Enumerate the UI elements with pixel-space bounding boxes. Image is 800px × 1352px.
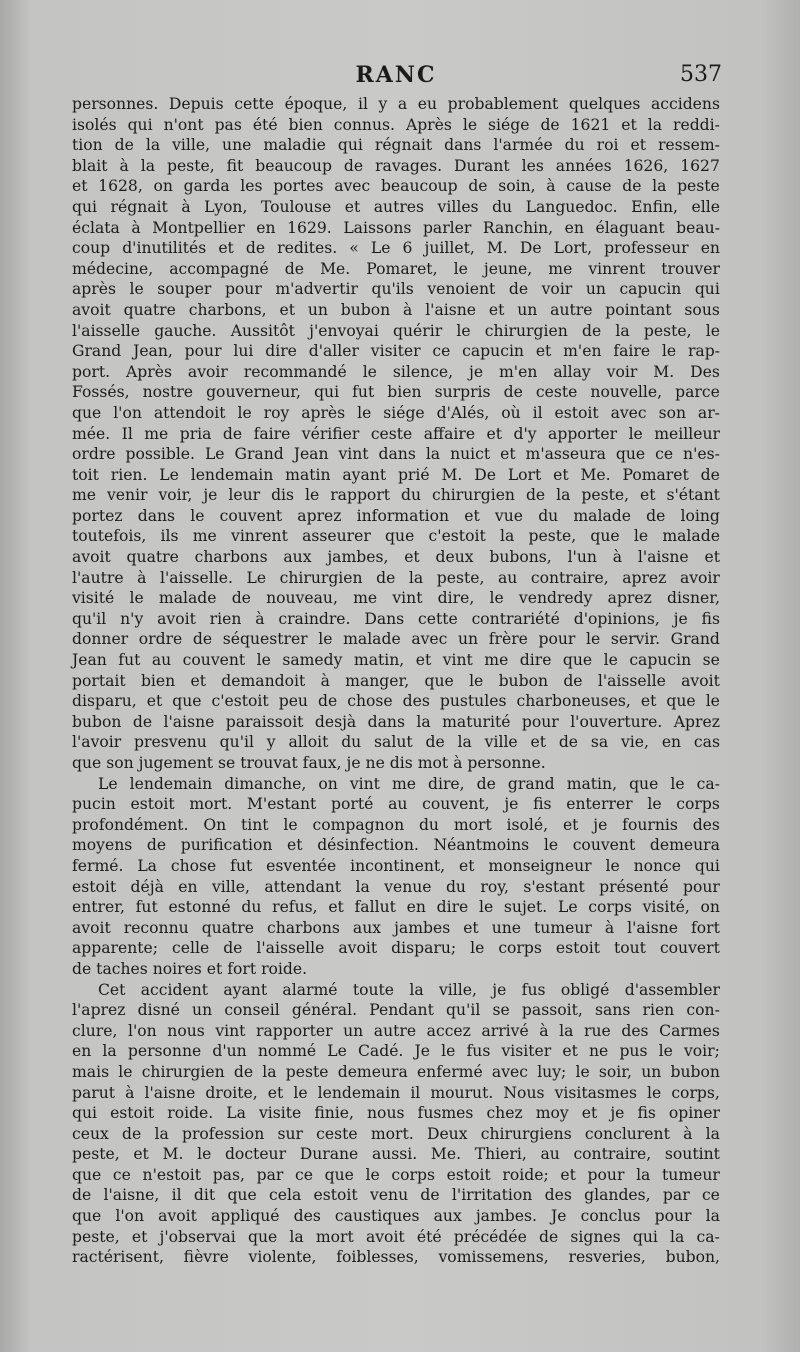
text-line: qui estoit roide. La visite finie, nous fusmes chez moy et je fis opiner — [72, 1104, 720, 1123]
text-line: portait bien et demandoit à manger, que le bubon de l'aisselle avoit — [72, 671, 720, 690]
text-line: coup d'inutilités et de redites. « Le 6 juillet, M. De Lort, professeur en — [72, 239, 720, 258]
text-line: avoit reconnu quatre charbons aux jambes et une tumeur à l'aisne fort — [72, 918, 720, 937]
text-line: entrer, fut estonné du refus, et fallut en dire le sujet. Le corps visité, on — [72, 898, 720, 917]
text-line: mée. Il me pria de faire vérifier ceste affaire et d'y apporter le meilleur — [72, 424, 720, 443]
text-line: l'avoir presvenu qu'il y alloit du salut de la ville et de sa vie, en cas — [72, 733, 720, 752]
text-line: éclata à Montpellier en 1629. Laissons parler Ranchin, en élaguant beau- — [72, 218, 720, 237]
text-line: portez dans le couvent aprez information et vue du malade de loing — [72, 506, 720, 525]
text-line: moyens de purification et désinfection. Néantmoins le couvent demeura — [72, 836, 720, 855]
text-line: mais le chirurgien de la peste demeura enfermé avec luy; le soir, un bubon — [72, 1062, 720, 1081]
text-line: apparente; celle de l'aisselle avoit disparu; le corps estoit tout couvert — [72, 939, 720, 958]
text-line: après le souper pour m'advertir qu'ils venoient de voir un capucin qui — [72, 280, 720, 299]
text-line: port. Après avoir recommandé le silence, je m'en allay voir M. Des — [72, 362, 720, 381]
text-line: en la personne d'un nommé Le Cadé. Je le fus visiter et ne pus le voir; — [72, 1042, 720, 1061]
text-line: tion de la ville, une maladie qui régnait dans l'armée du roi et ressem- — [72, 136, 720, 155]
text-line: de taches noires et fort roide. — [72, 959, 308, 978]
text-line: de l'aisne, il dit que cela estoit venu de l'irritation des glandes, par ce — [72, 1186, 720, 1205]
page-header — [72, 62, 720, 92]
body-text — [72, 94, 720, 1268]
text-line: Jean fut au couvent le samedy matin, et vint me dire que le capucin se — [72, 651, 720, 670]
text-line: toutefois, ils me vinrent asseurer que c'estoit la peste, que le malade — [72, 527, 720, 546]
text-line: peste, et M. le docteur Durane aussi. Me. Thieri, au contraire, soutint — [72, 1145, 720, 1164]
text-line: disparu, et que c'estoit peu de chose des pustules charboneuses, et que le — [72, 692, 720, 711]
page-number: 537 — [680, 62, 722, 87]
text-line: donner ordre de séquestrer le malade avec un frère pour le servir. Grand — [72, 630, 720, 649]
text-line: l'autre à l'aisselle. Le chirurgien de la peste, au contraire, aprez avoir — [72, 568, 720, 587]
text-line: me venir voir, je leur dis le rapport du chirurgien de la peste, et s'étant — [72, 486, 720, 505]
text-line: l'aisselle gauche. Aussitôt j'envoyai quérir le chirurgien de la peste, le — [72, 321, 720, 340]
text-line: que l'on attendoit le roy après le siége d'Alés, où il estoit avec son ar- — [72, 403, 720, 422]
text-line: avoit quatre charbons, et un bubon à l'aisne et un autre pointant sous — [72, 300, 720, 319]
running-head: RANC — [355, 62, 437, 88]
text-line: personnes. Depuis cette époque, il y a eu probablement quelques accidens — [72, 95, 720, 113]
text-line: qui régnait à Lyon, Toulouse et autres villes du Languedoc. Enfin, elle — [72, 197, 720, 216]
text-line: bubon de l'aisne paraissoit desjà dans la maturité pour l'ouverture. Aprez — [72, 712, 720, 731]
text-line: peste, et j'observai que la mort avoit été précédée de signes qui la ca- — [72, 1227, 720, 1246]
text-line: l'aprez disné un conseil général. Pendant qu'il se passoit, sans rien con- — [72, 1001, 720, 1020]
text-line: blait à la peste, fit beaucoup de ravages. Durant les années 1626, 1627 — [72, 156, 720, 175]
text-line: médecine, accompagné de Me. Pomaret, le jeune, me vinrent trouver — [72, 259, 720, 278]
text-line: avoit quatre charbons aux jambes, et deux bubons, l'un à l'aisne et — [72, 548, 720, 567]
text-line: toit rien. Le lendemain matin ayant prié M. De Lort et Me. Pomaret de — [72, 465, 720, 484]
text-line: qu'il n'y avoit rien à craindre. Dans cette contrariété d'opinions, je fis — [72, 609, 720, 628]
text-line: clure, l'on nous vint rapporter un autre accez arrivé à la rue des Carmes — [72, 1021, 720, 1040]
text-line: fermé. La chose fut esventée incontinent, et monseigneur le nonce qui — [72, 856, 720, 875]
text-line: que ce n'estoit pas, par ce que le corps estoit roide; et pour la tumeur — [72, 1165, 720, 1184]
text-line: que son jugement se trouvat faux, je ne dis mot à personne. — [72, 754, 546, 772]
text-line: Grand Jean, pour lui dire d'aller visiter ce capucin et m'en faire le rap- — [72, 342, 720, 361]
text-line: isolés qui n'ont pas été bien connus. Après le siége de 1621 et la reddi- — [72, 115, 720, 134]
text-line: visité le malade de nouveau, me vint dire, le vendredy aprez disner, — [72, 589, 720, 608]
text-line: ractérisent, fièvre violente, foiblesses, vomissemens, resveries, bubon, — [72, 1248, 720, 1267]
text-line: Fossés, nostre gouverneur, qui fut bien surpris de ceste nouvelle, parce — [72, 383, 720, 402]
text-line: estoit déjà en ville, attendant la venue du roy, s'estant présenté pour — [72, 877, 720, 896]
text-line: Cet accident ayant alarmé toute la ville, je fus obligé d'assembler — [98, 980, 720, 999]
text-line: parut à l'aisne droite, et le lendemain il mourut. Nous visitasmes le corps, — [72, 1083, 720, 1102]
text-line: pucin estoit mort. M'estant porté au couvent, je fis enterrer le corps — [72, 795, 720, 814]
text-line: ordre possible. Le Grand Jean vint dans la nuict et m'asseura que ce n'es- — [72, 445, 720, 464]
text-line: Le lendemain dimanche, on vint me dire, de grand matin, que le ca- — [98, 774, 720, 793]
text-line: ceux de la profession sur ceste mort. Deux chirurgiens conclurent à la — [72, 1124, 720, 1143]
text-line: que l'on avoit appliqué des caustiques aux jambes. Je conclus pour la — [72, 1207, 720, 1226]
text-line: et 1628, on garda les portes avec beaucoup de soin, à cause de la peste — [72, 177, 720, 196]
text-line: profondément. On tint le compagnon du mort isolé, et je fournis des — [72, 815, 720, 834]
